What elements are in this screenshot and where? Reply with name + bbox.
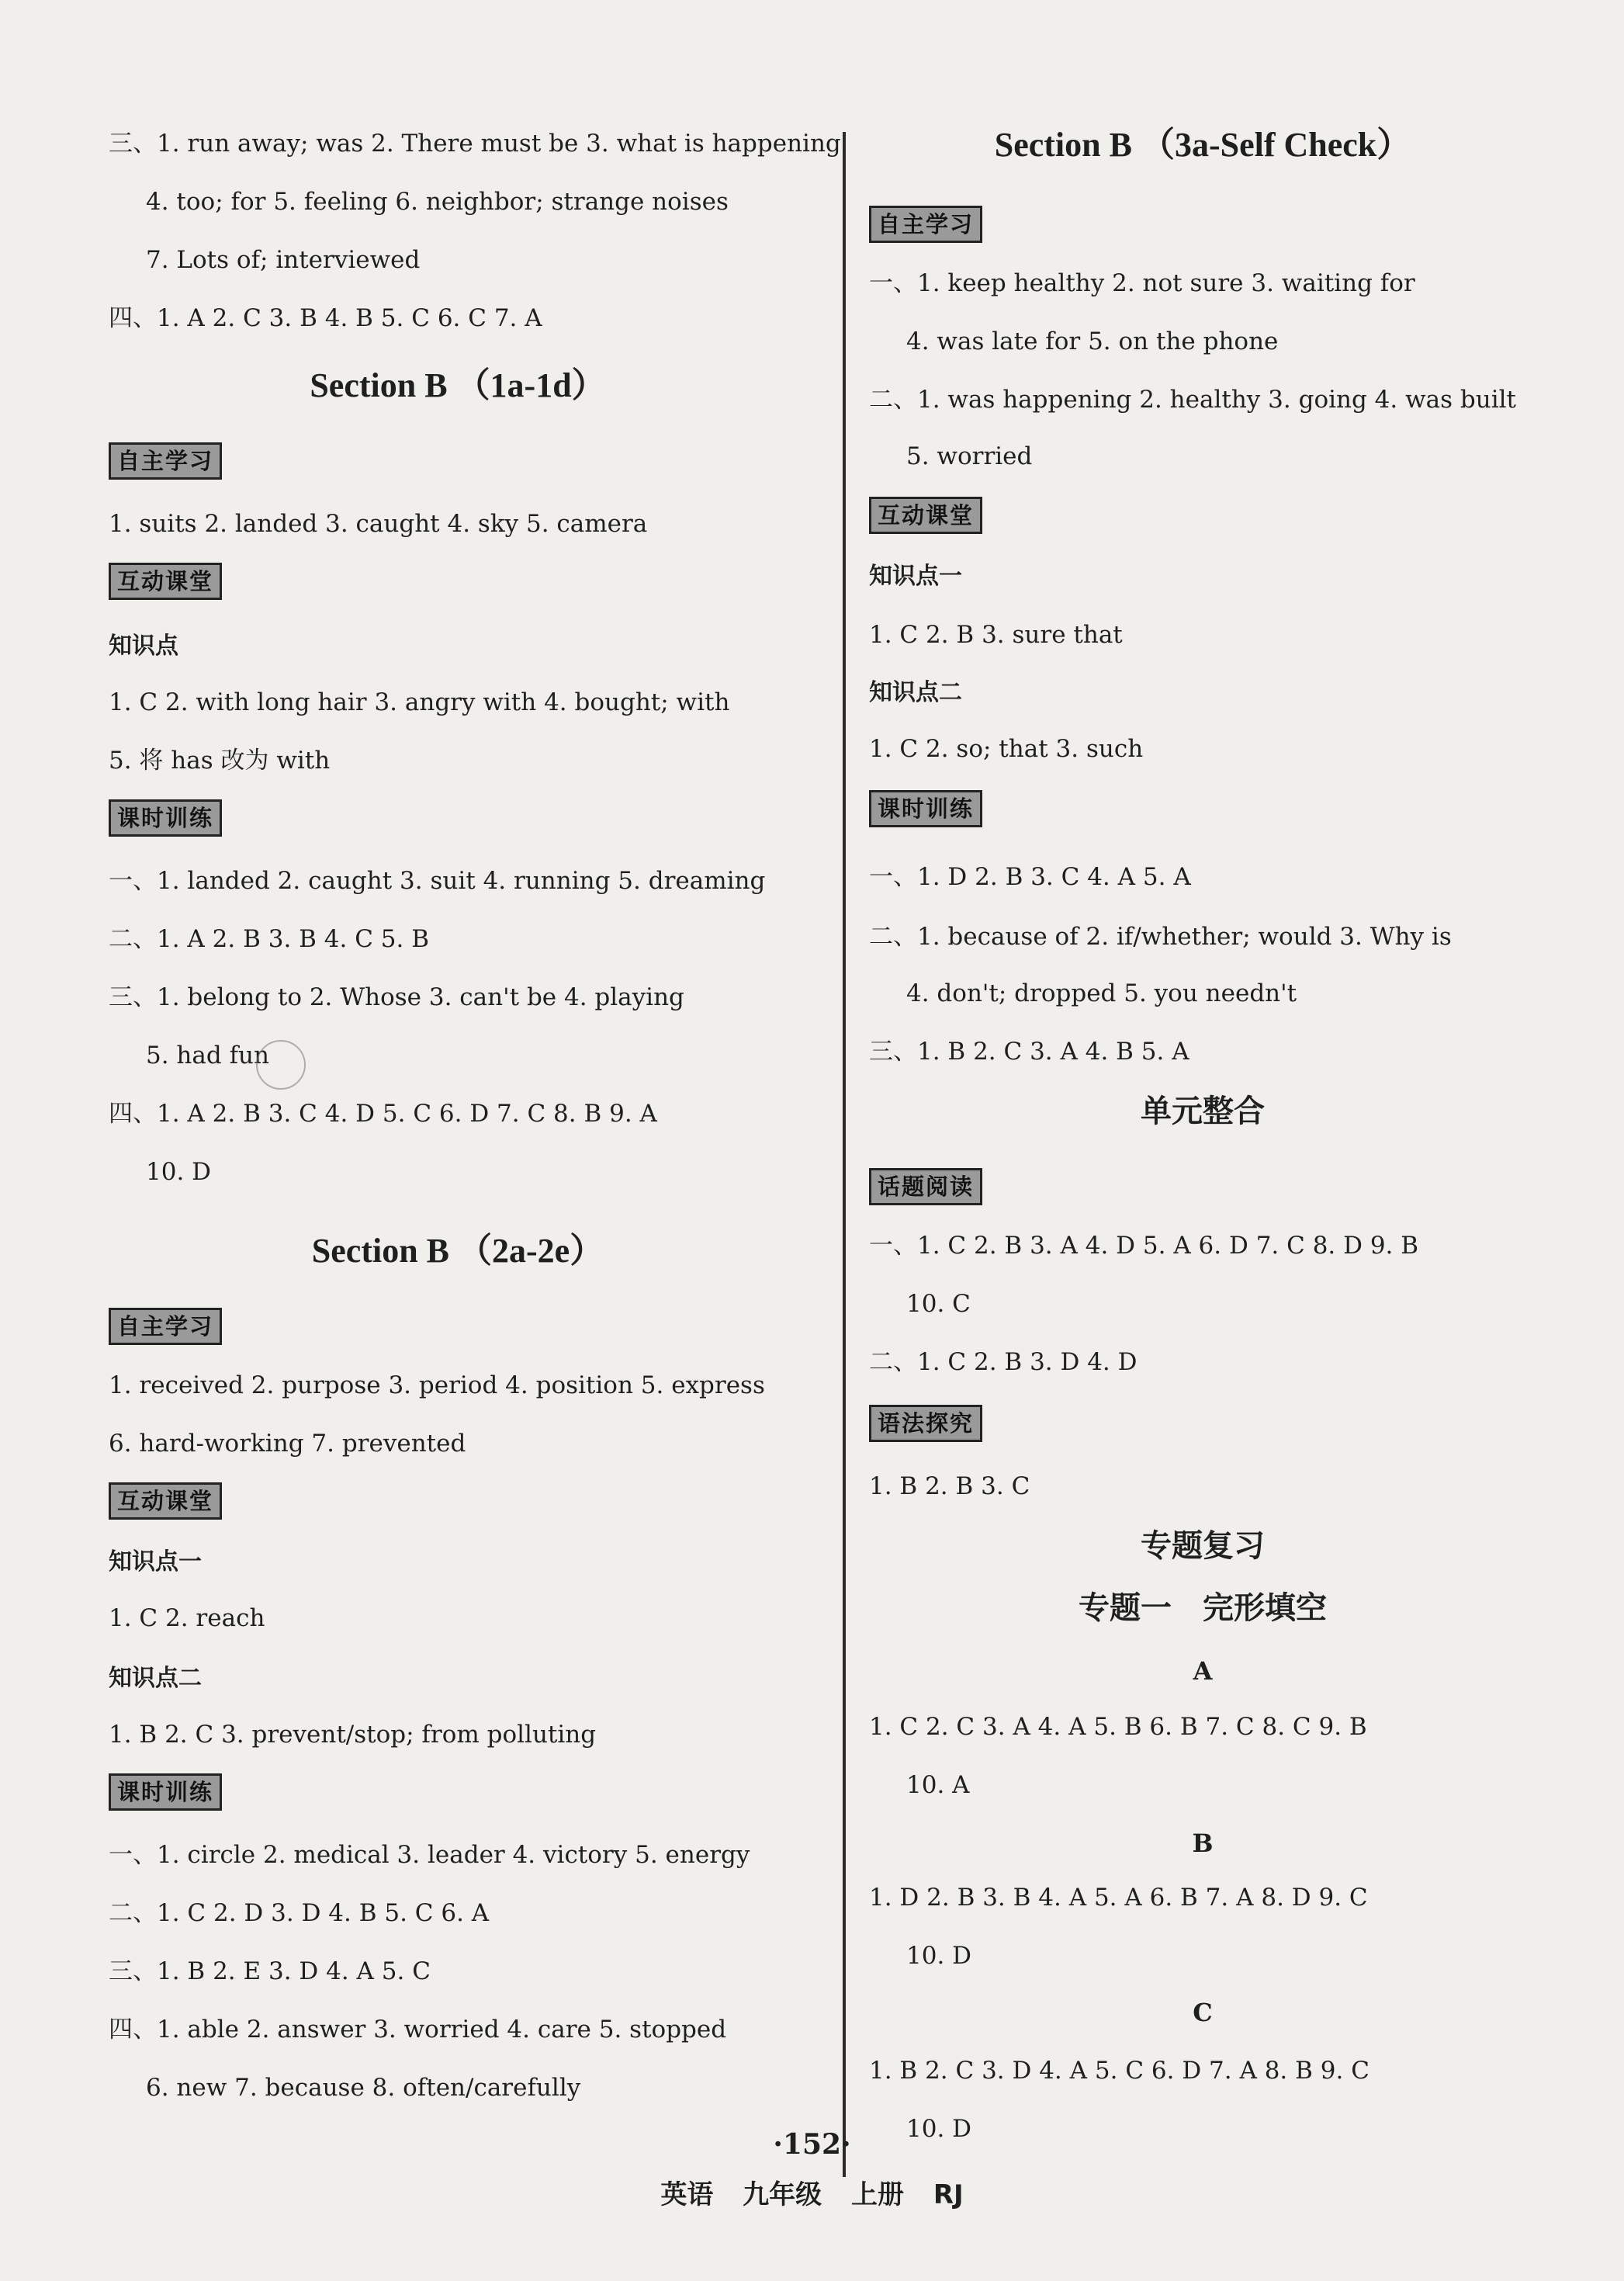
answer-line: 四、1. able 2. answer 3. worried 4. care 5. stopped [109,2016,727,2044]
answer-line: 三、1. run away; was 2. There must be 3. what is happening [109,130,841,158]
knowledge-point-label: 知识点二 [109,1665,202,1692]
answer-line: 4. too; for 5. feeling 6. neighbor; strange noises [146,188,729,216]
answer-line: 4. don't; dropped 5. you needn't [906,979,1297,1007]
knowledge-point-label: 知识点 [109,633,178,660]
knowledge-point-label: 知识点一 [109,1548,202,1576]
section-title: Section B （1a-1d） [310,366,606,404]
answer-line: 1. C 2. so; that 3. such [869,735,1144,763]
unit-title: 单元整合 [1141,1094,1265,1129]
passage-label: B [1192,1829,1214,1858]
answer-line: 6. new 7. because 8. often/carefully [146,2074,581,2102]
section-title: Section B （2a-2e） [311,1232,604,1270]
answer-line: 1. D 2. B 3. B 4. A 5. A 6. B 7. A 8. D 9. C [869,1884,1368,1912]
passage-label: C [1193,1998,1213,2027]
section-title: Section B （3a-Self Check） [994,126,1411,164]
answer-line: 5. 将 has 改为 with [109,747,331,775]
answer-line: 三、1. B 2. C 3. A 4. B 5. A [869,1038,1189,1066]
answer-line: 一、1. D 2. B 3. C 4. A 5. A [869,863,1191,891]
answer-line: 10. D [906,1942,972,1970]
answer-line: 5. had fun [146,1042,269,1069]
knowledge-point-label: 知识点二 [869,679,962,706]
answer-line: 二、1. because of 2. if/whether; would 3. Why is [869,923,1452,951]
answer-line: 1. C 2. C 3. A 4. A 5. B 6. B 7. C 8. C 9. B [869,1713,1367,1741]
section-tag: 互动课堂 [109,1482,222,1520]
answer-line: 四、1. A 2. B 3. C 4. D 5. C 6. D 7. C 8. B 9. A [109,1100,657,1128]
answer-line: 1. C 2. with long hair 3. angry with 4. bought; with [109,688,730,716]
knowledge-point-label: 知识点一 [869,563,962,590]
answer-line: 一、1. circle 2. medical 3. leader 4. victory 5. energy [109,1841,750,1869]
section-tag: 自主学习 [869,206,982,243]
answer-line: 10. A [906,1771,970,1799]
answer-line: 1. B 2. B 3. C [869,1472,1030,1500]
answer-line: 10. D [906,2115,972,2143]
column-divider [843,132,846,2177]
answer-line: 三、1. belong to 2. Whose 3. can't be 4. playing [109,983,684,1011]
page-number: ·152· [773,2128,851,2161]
answer-line: 四、1. A 2. C 3. B 4. B 5. C 6. C 7. A [109,304,542,332]
page-footer-caption: 英语 九年级 上册 RJ [660,2179,964,2210]
section-tag: 课时训练 [109,799,222,837]
answer-line: 4. was late for 5. on the phone [906,328,1279,355]
answer-line: 10. C [906,1290,971,1318]
section-tag: 自主学习 [109,442,222,480]
answer-line: 1. C 2. reach [109,1604,265,1632]
section-tag: 语法探究 [869,1405,982,1442]
answer-line: 一、1. C 2. B 3. A 4. D 5. A 6. D 7. C 8. D 9. B [869,1232,1419,1260]
passage-label: A [1193,1656,1213,1686]
answer-line: 二、1. C 2. B 3. D 4. D [869,1348,1137,1376]
review-title: 专题复习 [1141,1528,1265,1564]
answer-line: 1. C 2. B 3. sure that [869,621,1123,649]
answer-line: 6. hard-working 7. prevented [109,1430,466,1458]
answer-line: 三、1. B 2. E 3. D 4. A 5. C [109,1957,431,1985]
faint-stamp-mark [256,1040,306,1090]
section-tag: 互动课堂 [869,497,982,534]
answer-line: 二、1. was happening 2. healthy 3. going 4. was built [869,386,1516,414]
answer-line: 1. suits 2. landed 3. caught 4. sky 5. camera [109,510,648,538]
answer-line: 10. D [146,1158,212,1186]
section-tag: 课时训练 [869,790,982,827]
section-tag: 话题阅读 [869,1168,982,1205]
answer-line: 1. received 2. purpose 3. period 4. position 5. express [109,1371,765,1399]
answer-line: 7. Lots of; interviewed [146,246,421,274]
section-tag: 互动课堂 [109,563,222,600]
answer-line: 二、1. A 2. B 3. B 4. C 5. B [109,925,430,953]
section-tag: 课时训练 [109,1773,222,1811]
answer-line: 一、1. landed 2. caught 3. suit 4. running 5. dreaming [109,867,766,895]
review-subtitle: 专题一 完形填空 [1079,1590,1327,1626]
answer-line: 5. worried [906,442,1033,470]
section-tag: 自主学习 [109,1308,222,1345]
answer-line: 1. B 2. C 3. D 4. A 5. C 6. D 7. A 8. B 9. C [869,2057,1369,2085]
answer-line: 1. B 2. C 3. prevent/stop; from polluting [109,1721,597,1749]
answer-line: 二、1. C 2. D 3. D 4. B 5. C 6. A [109,1899,490,1927]
answer-line: 一、1. keep healthy 2. not sure 3. waiting for [869,269,1415,297]
